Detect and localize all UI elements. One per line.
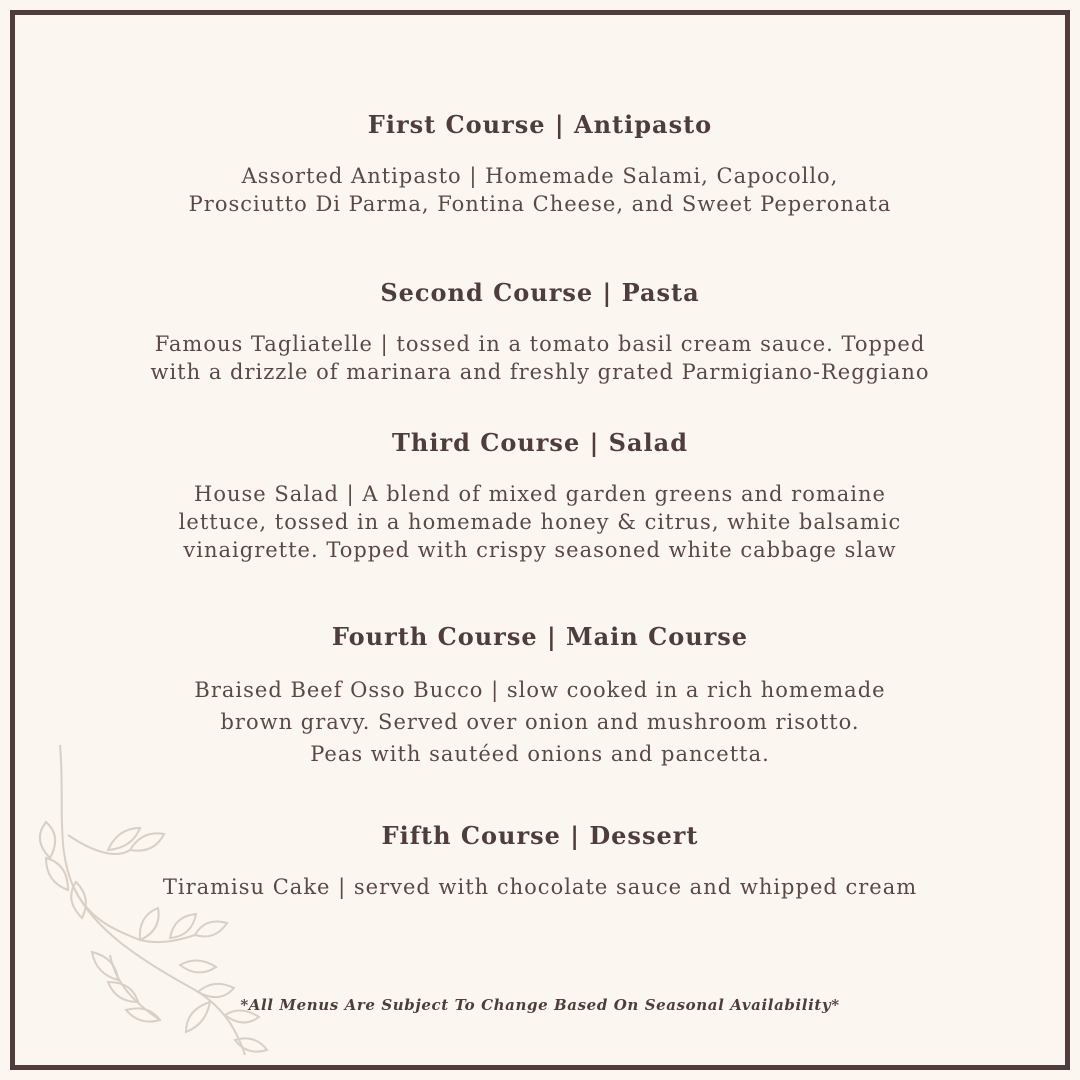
course-description — [90, 873, 990, 901]
course-section-fifth — [90, 821, 990, 901]
course-description — [90, 674, 990, 770]
description-line: with a drizzle of marinara and freshly grated Parmigiano-Reggiano — [150, 360, 930, 384]
course-description — [90, 330, 990, 386]
course-section-second — [90, 278, 990, 386]
description-line: Assorted Antipasto | Homemade Salami, Capocollo, — [241, 164, 839, 188]
availability-footnote: *All Menus Are Subject To Change Based On Seasonal Availability* — [240, 996, 840, 1014]
course-section-fourth — [90, 622, 990, 770]
description-line: brown gravy. Served over onion and mushroom risotto. — [220, 710, 860, 734]
description-line: House Salad | A blend of mixed garden greens and romaine — [194, 482, 886, 506]
description-line: Prosciutto Di Parma, Fontina Cheese, and Sweet Peperonata — [188, 192, 892, 216]
course-section-first — [90, 110, 990, 218]
course-section-third — [90, 428, 990, 564]
course-description — [90, 480, 990, 564]
course-title: First Course | Antipasto — [367, 110, 713, 139]
course-title: Fourth Course | Main Course — [331, 622, 749, 651]
course-title: Fifth Course | Dessert — [381, 821, 699, 850]
course-title: Second Course | Pasta — [380, 278, 700, 307]
description-line: Tiramisu Cake | served with chocolate sauce and whipped cream — [162, 875, 918, 899]
description-line: lettuce, tossed in a homemade honey & citrus, white balsamic — [178, 510, 902, 534]
description-line: vinaigrette. Topped with crispy seasoned white cabbage slaw — [183, 538, 897, 562]
course-description — [90, 162, 990, 218]
course-title: Third Course | Salad — [392, 428, 688, 457]
description-line: Braised Beef Osso Bucco | slow cooked in a rich homemade — [194, 678, 886, 702]
description-line: Famous Tagliatelle | tossed in a tomato basil cream sauce. Topped — [154, 332, 926, 356]
description-line: Peas with sautéed onions and pancetta. — [310, 742, 770, 766]
